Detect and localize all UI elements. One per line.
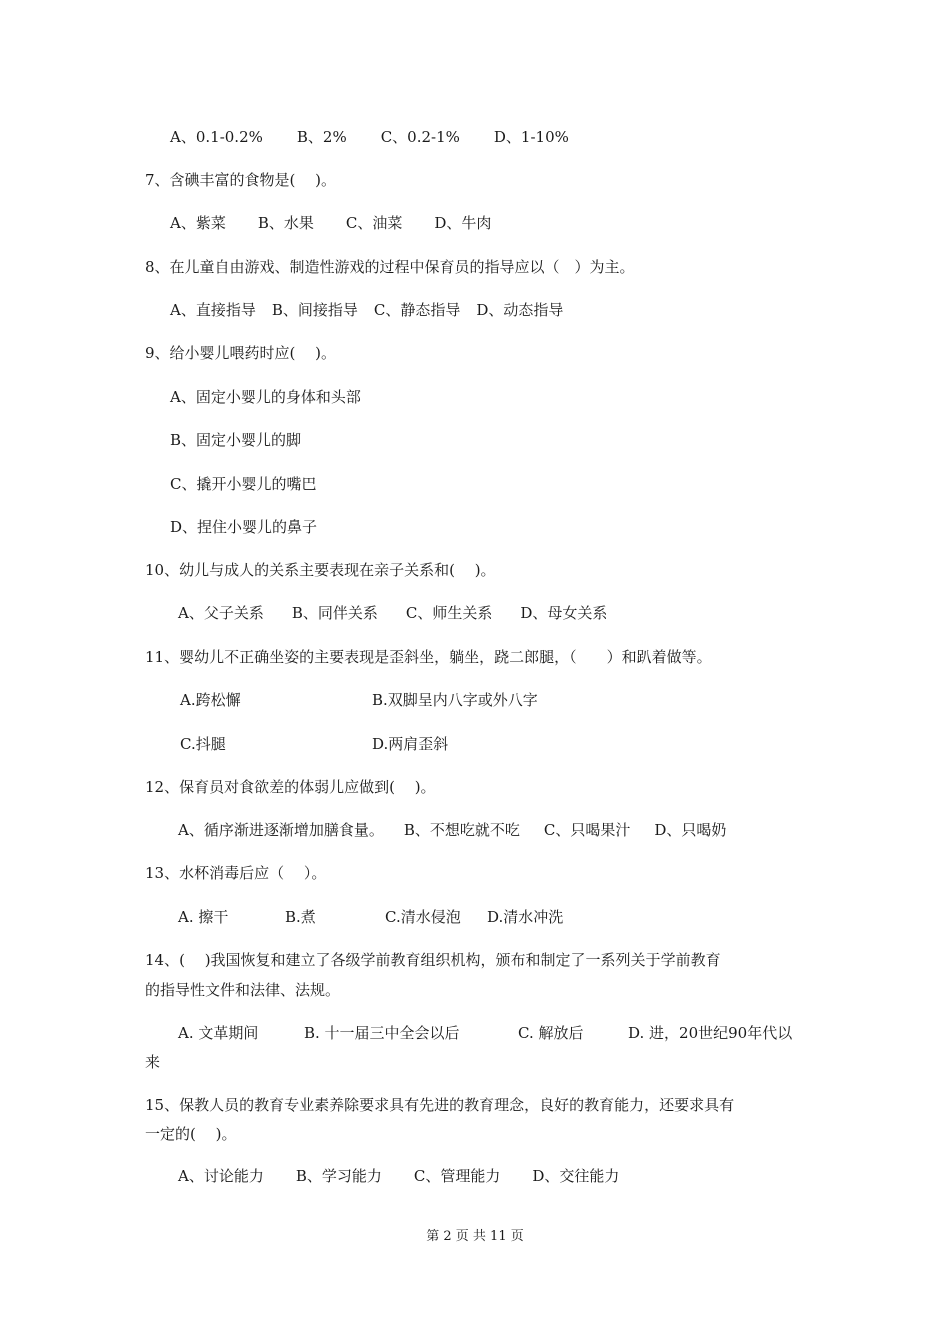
q10-option-d: D、母女关系 — [520, 604, 608, 622]
q12-option-a: A、循序渐进逐渐增加膳食量。 — [178, 821, 384, 839]
q10-stem: 10、幼儿与成人的关系主要表现在亲子关系和( )。 — [145, 561, 496, 579]
q13-option-c: C.清水侵泡 — [385, 908, 461, 926]
q14-option-c: C. 解放后 — [518, 1024, 584, 1042]
q10-options — [178, 603, 607, 623]
q7-option-d: D、牛肉 — [434, 214, 492, 232]
q9-stem: 9、给小婴儿喂药时应( )。 — [145, 344, 337, 362]
q9-option-b: B、固定小婴儿的脚 — [170, 431, 302, 449]
q6-option-a: A、0.1-0.2% — [170, 128, 263, 146]
q7-stem: 7、含碘丰富的食物是( )。 — [145, 171, 337, 189]
q12-stem: 12、保育员对食欲差的体弱儿应做到( )。 — [145, 778, 436, 796]
q15-option-a: A、讨论能力 — [178, 1167, 264, 1185]
q13-option-a: A. 擦干 — [178, 908, 229, 926]
q14-stem-line1: 14、( )我国恢复和建立了各级学前教育组织机构，颁布和制定了一系列关于学前教育 — [145, 951, 721, 969]
q10-option-c: C、师生关系 — [405, 604, 493, 622]
q7-option-b: B、水果 — [257, 214, 314, 232]
page-footer: 第 2 页 共 11 页 — [426, 1229, 524, 1244]
q10-option-b: B、同伴关系 — [291, 604, 378, 622]
q14-option-a: A. 文革期间 — [178, 1024, 259, 1042]
q9-option-d: D、捏住小婴儿的鼻子 — [170, 518, 318, 536]
q8-option-b: B、间接指导 — [271, 301, 358, 319]
q14-stem-line2: 的指导性文件和法律、法规。 — [145, 981, 341, 999]
q13-option-d: D.清水冲洗 — [487, 908, 564, 926]
q8-option-a: A、直接指导 — [170, 301, 256, 319]
q7-option-c: C、油菜 — [345, 214, 403, 232]
q11-option-a: A.跨松懈 — [180, 691, 241, 709]
q6-option-d: D、1-10% — [493, 128, 569, 146]
q6-option-b: B、2% — [296, 128, 347, 146]
q11-option-b: B.双脚呈内八字或外八字 — [372, 691, 538, 709]
q7-option-a: A、紫菜 — [170, 214, 226, 232]
q15-option-d: D、交往能力 — [532, 1167, 620, 1185]
q15-option-b: B、学习能力 — [295, 1167, 382, 1185]
q8-option-c: C、静态指导 — [373, 301, 461, 319]
q13-option-b: B.煮 — [285, 908, 316, 926]
q7-options — [170, 213, 491, 233]
q15-stem-line1: 15、保教人员的教育专业素养除要求具有先进的教育理念，良好的教育能力，还要求具有 — [145, 1096, 735, 1114]
q14-option-d: D. 进，20世纪90年代以 — [628, 1024, 793, 1042]
q13-stem: 13、水杯消毒后应（ ）。 — [145, 864, 327, 882]
q14-option-wrap: 来 — [145, 1053, 161, 1071]
q15-option-c: C、管理能力 — [413, 1167, 501, 1185]
q15-stem-line2: 一定的( )。 — [145, 1125, 237, 1143]
q8-options — [170, 300, 563, 320]
q11-option-c: C.抖腿 — [180, 735, 226, 753]
q6-options — [170, 127, 569, 147]
q8-option-d: D、动态指导 — [476, 301, 564, 319]
q6-option-c: C、0.2-1% — [380, 128, 460, 146]
q11-stem: 11、婴幼儿不正确坐姿的主要表现是歪斜坐，躺坐，跷二郎腿，（ ）和趴着做等。 — [145, 648, 712, 666]
q10-option-a: A、父子关系 — [178, 604, 264, 622]
q12-option-c: C、只喝果汁 — [543, 821, 631, 839]
q12-option-d: D、只喝奶 — [654, 821, 727, 839]
q12-option-b: B、不想吃就不吃 — [403, 821, 520, 839]
q11-option-d: D.两肩歪斜 — [372, 735, 449, 753]
q14-option-b: B. 十一届三中全会以后 — [304, 1024, 460, 1042]
q12-options — [178, 820, 726, 840]
q9-option-a: A、固定小婴儿的身体和头部 — [170, 388, 361, 406]
q9-option-c: C、撬开小婴儿的嘴巴 — [170, 475, 317, 493]
q8-stem: 8、在儿童自由游戏、制造性游戏的过程中保育员的指导应以（ ）为主。 — [145, 258, 635, 276]
q15-options — [178, 1166, 619, 1186]
